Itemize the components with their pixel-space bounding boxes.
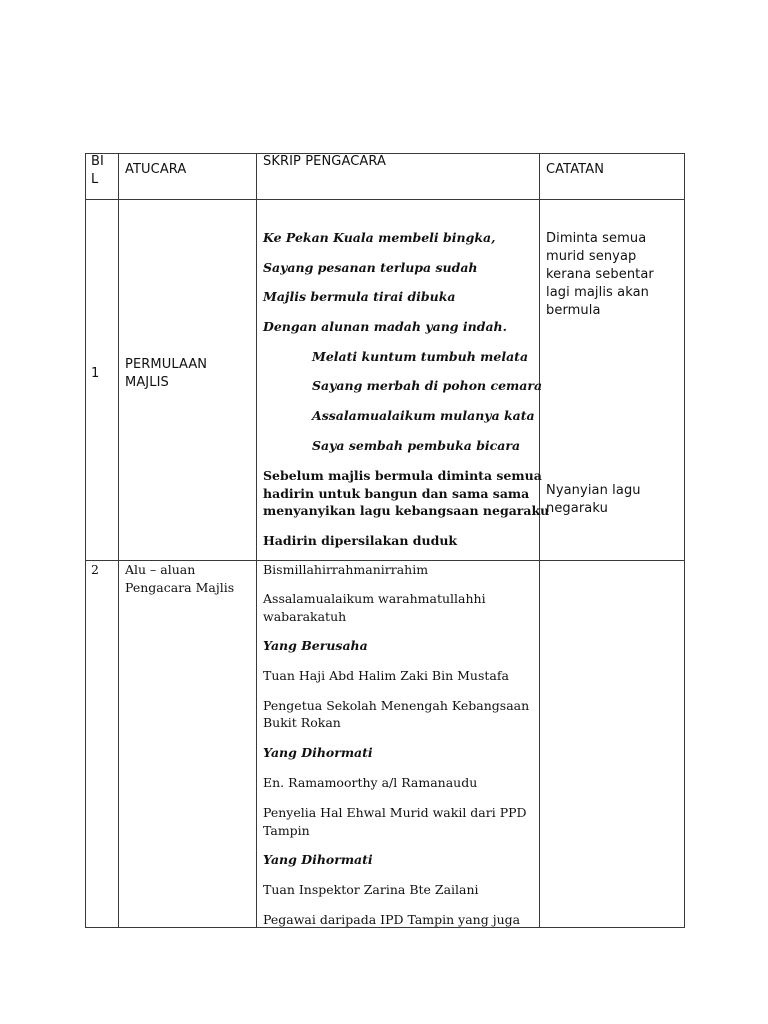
instruction-line: hadirin untuk bangun dan sama sama	[263, 486, 530, 501]
script-name-principal: Tuan Haji Abd Halim Zaki Bin Mustafa	[263, 668, 509, 683]
script-name-inspector: Tuan Inspektor Zarina Bte Zailani	[263, 882, 479, 897]
column-divider-atucara	[256, 153, 257, 928]
header-atucara: ATUCARA	[125, 162, 187, 177]
script-salam: wabarakatuh	[263, 609, 347, 624]
script-title-inspector: Pegawai daripada IPD Tampin yang juga	[263, 912, 521, 927]
script-title-supervisor: Penyelia Hal Ehwal Murid wakil dari PPD	[263, 805, 527, 820]
header-skrip: SKRIP PENGACARA	[263, 154, 387, 169]
catatan-line: Diminta semua	[546, 231, 647, 246]
catatan-line: negaraku	[546, 501, 608, 516]
atucara-line: Pengacara Majlis	[125, 580, 235, 595]
pantun-line: Saya sembah pembuka bicara	[312, 438, 521, 453]
catatan-line: bermula	[546, 303, 601, 318]
table-border-left	[85, 153, 86, 928]
script-title-principal: Pengetua Sekolah Menengah Kebangsaan	[263, 698, 530, 713]
pantun-line: Melati kuntum tumbuh melata	[312, 349, 529, 364]
header-catatan: CATATAN	[546, 162, 605, 177]
atucara-line: Alu – aluan	[125, 562, 196, 577]
header-divider	[85, 199, 685, 200]
row1-seated-instruction: Hadirin dipersilakan duduk	[263, 533, 458, 548]
pantun-line: Sayang pesanan terlupa sudah	[263, 260, 478, 275]
catatan-line: kerana sebentar	[546, 267, 654, 282]
pantun-line: Assalamualaikum mulanya kata	[312, 408, 535, 423]
header-bil: BI L	[91, 154, 104, 187]
script-yang-berusaha: Yang Berusaha	[263, 638, 368, 653]
row2-bil: 2	[91, 562, 99, 577]
pantun-line: Dengan alunan madah yang indah.	[263, 319, 507, 334]
table-border-right	[684, 153, 685, 928]
pantun-line: Ke Pekan Kuala membeli bingka,	[263, 230, 496, 245]
instruction-line: menyanyikan lagu kebangsaan negaraku	[263, 503, 550, 518]
instruction-line: Sebelum majlis bermula diminta semua	[263, 468, 542, 483]
pantun-line: Sayang merbah di pohon cemara	[312, 378, 543, 393]
pantun-line: Majlis bermula tirai dibuka	[263, 289, 456, 304]
row1-atucara: PERMULAAN MAJLIS	[125, 357, 208, 390]
catatan-line: lagi majlis akan	[546, 285, 650, 300]
script-bismillah: Bismillahirrahmanirrahim	[263, 562, 429, 577]
column-divider-skrip	[539, 153, 540, 928]
script-title-principal: Bukit Rokan	[263, 715, 341, 730]
column-divider-bil	[118, 153, 119, 928]
script-name-supervisor: En. Ramamoorthy a/l Ramanaudu	[263, 775, 478, 790]
script-yang-dihormati: Yang Dihormati	[263, 745, 373, 760]
script-yang-dihormati: Yang Dihormati	[263, 852, 373, 867]
script-salam: Assalamualaikum warahmatullahhi	[263, 591, 486, 606]
catatan-line: murid senyap	[546, 249, 637, 264]
catatan-line: Nyanyian lagu	[546, 483, 641, 498]
script-title-supervisor: Tampin	[263, 823, 310, 838]
row1-bil: 1	[91, 366, 100, 381]
